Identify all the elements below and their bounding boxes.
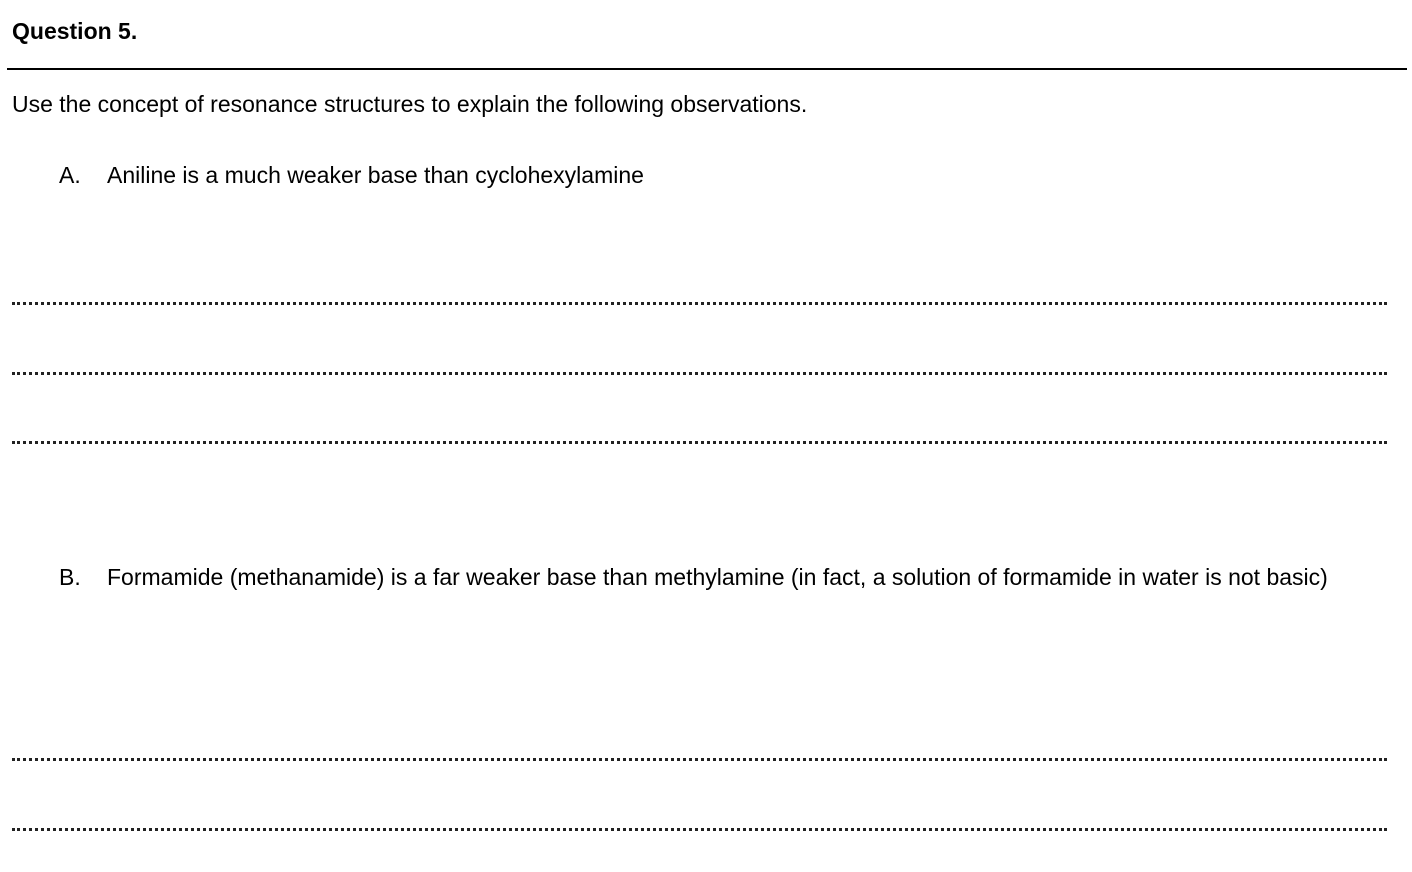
part-a-text: Aniline is a much weaker base than cyclohexylamine	[107, 162, 644, 188]
part-b-text: Formamide (methanamide) is a far weaker base than methylamine (in fact, a solution of formamide in water is not basic)	[107, 564, 1328, 590]
part-a-answer-line-3[interactable]	[12, 441, 1387, 444]
question-title: Question 5.	[12, 18, 138, 44]
part-a-answer-line-2[interactable]	[12, 372, 1387, 375]
part-b-letter: B.	[59, 564, 81, 590]
title-divider	[7, 68, 1407, 70]
part-a-answer-line-1[interactable]	[12, 302, 1387, 305]
part-a-letter: A.	[59, 162, 81, 188]
question-instruction: Use the concept of resonance structures to explain the following observations.	[12, 91, 808, 117]
part-b-answer-line-2[interactable]	[12, 828, 1387, 831]
part-b-answer-line-1[interactable]	[12, 758, 1387, 761]
